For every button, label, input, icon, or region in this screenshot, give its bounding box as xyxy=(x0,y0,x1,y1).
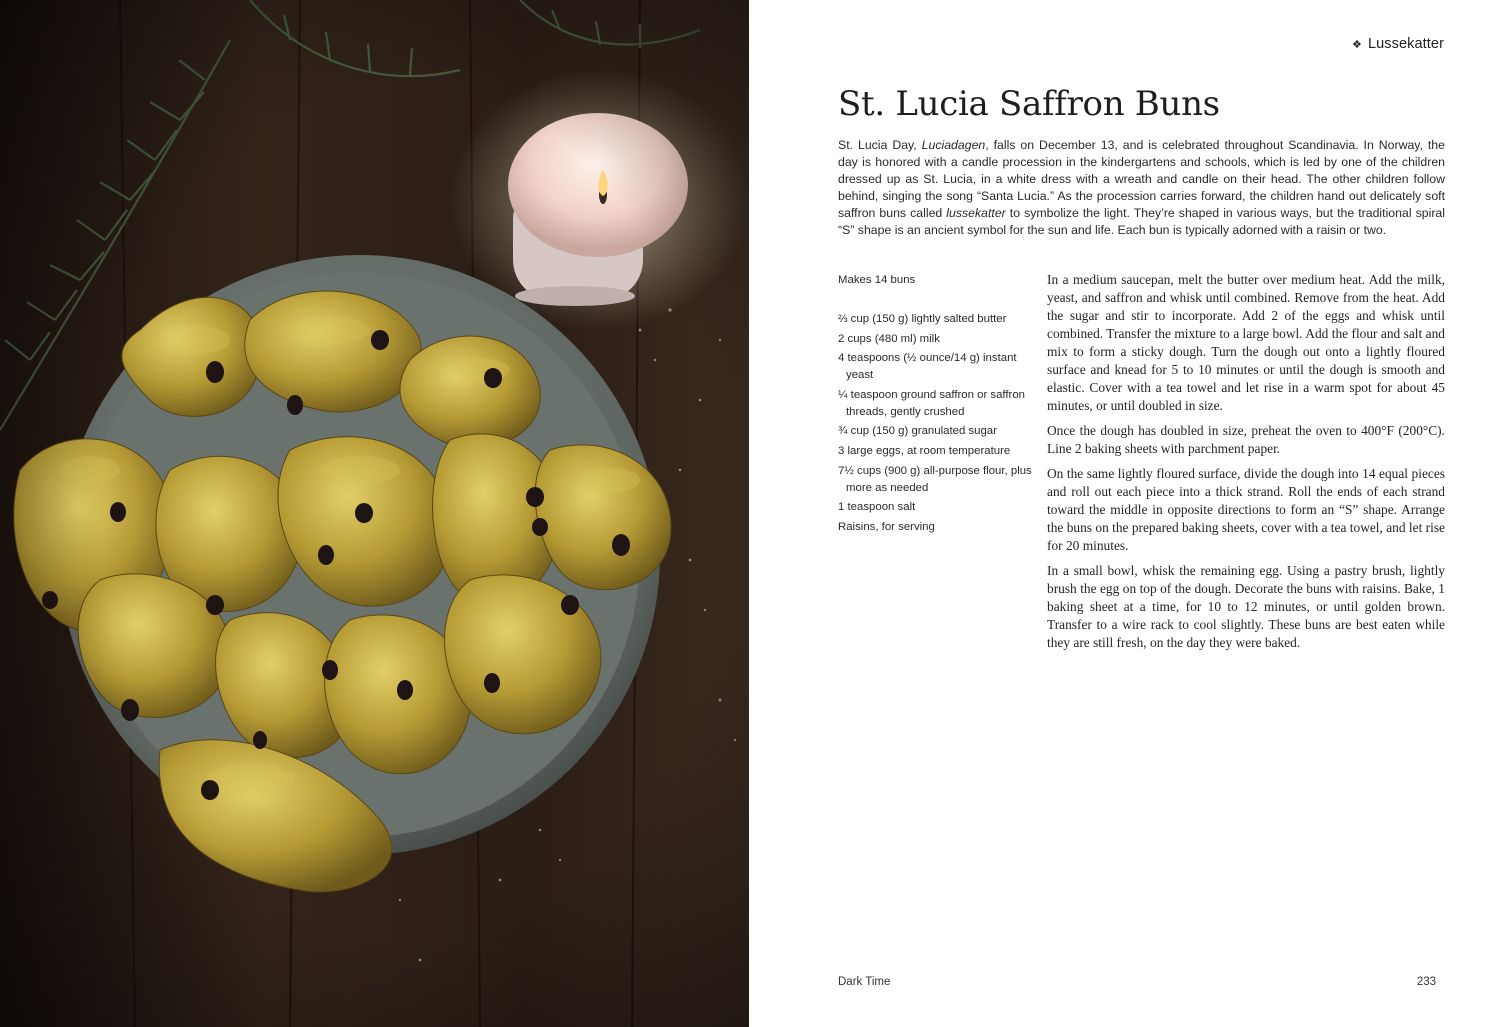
intro-italic-term: Luciadagen xyxy=(921,138,986,152)
ingredient-item: 4 teaspoons (½ ounce/14 g) instant yeast xyxy=(838,352,1017,382)
intro-italic-term: lussekatter xyxy=(946,205,1006,220)
ingredient-item: Raisins, for serving xyxy=(838,520,935,533)
ingredient-item: ⅔ cup (150 g) lightly salted butter xyxy=(838,313,1007,325)
method-step: On the same lightly floured surface, divide the dough into 14 equal pieces and roll out each piece into a thick strand. Roll the ends of each strand toward the middle in opposite directions to form an “S” shape. Arrange the buns on the prepared baking sheets, cover with a tea towel, and let rise for 20 minutes. xyxy=(1047,466,1445,553)
intro-text: to symbolize the light. They’re shaped in various ways, but the traditional spiral “S” shape is an ancient symbol for the sun and life. Each bun is typically adorned with a raisin or two. xyxy=(838,205,1445,237)
recipe-yield: Makes 14 buns xyxy=(838,274,916,286)
ingredient-list xyxy=(838,311,1033,536)
method-step: In a small bowl, whisk the remaining egg. Using a pastry brush, lightly brush the egg on top of the dough. Decorate the buns with raisins. Bake, 1 baking sheet at a time, for 10 to 12 minutes, or until golden brown. Transfer to a wire rack to cool slightly. These buns are best eaten while they are still fresh, on the day they were baked. xyxy=(1047,563,1445,650)
ingredients-column xyxy=(838,272,1033,539)
recipe-intro xyxy=(838,137,1445,238)
ingredient-item: 7½ cups (900 g) all-purpose flour, plus more as needed xyxy=(838,464,1032,494)
section-label xyxy=(1352,36,1444,52)
recipe-title: St. Lucia Saffron Buns xyxy=(838,84,1220,124)
ingredient-item: 3 large eggs, at room temperature xyxy=(838,445,1011,458)
saffron-buns-photo xyxy=(0,0,749,1027)
ingredient-item: ¾ cup (150 g) granulated sugar xyxy=(838,425,997,438)
method-step: Once the dough has doubled in size, preheat the oven to 400°F (200°C). Line 2 baking sheets with parchment paper. xyxy=(1047,423,1445,456)
intro-text: , falls on December 13, and is celebrated throughout Scandinavia. In Norway, the day is honored with a candle procession in the kindergartens and schools, which is led by one of the children dressed up as St. Lucia, in a white dress with a wreath and candle on their head. The other children follow behind, singing the song “Santa Lucia.” As the procession carries forward, the children hand out delicately soft saffron buns called xyxy=(838,138,1445,220)
recipe-page xyxy=(749,0,1500,1027)
intro-text: St. Lucia Day, xyxy=(838,138,922,152)
method-column xyxy=(1047,271,1445,659)
diamond-ornament-icon: ❖ xyxy=(1351,38,1362,51)
chapter-name: Dark Time xyxy=(838,976,891,988)
recipe-photo xyxy=(0,0,749,1027)
ingredient-item: ¼ teaspoon ground saffron or saffron threads, gently crushed xyxy=(838,388,1026,418)
section-label-text: Lussekatter xyxy=(1367,36,1444,52)
photo-vignette xyxy=(0,0,749,1027)
ingredient-item: 2 cups (480 ml) milk xyxy=(838,332,940,345)
method-step: In a medium saucepan, melt the butter over medium heat. Add the milk, yeast, and saffron and whisk until combined. Remove from the heat. Add the sugar and stir to incorporate. Add 2 of the eggs and whisk until combined. Transfer the mixture to a large bowl. Add the flour and salt and mix to form a sticky dough. Turn the dough out onto a lightly floured surface and knead for 5 to 10 minutes or until the dough is smooth and elastic. Cover with a tea towel and let rise in a warm spot for about 45 minutes, or until doubled in size. xyxy=(1047,272,1445,413)
ingredient-item: 1 teaspoon salt xyxy=(838,501,916,514)
page-number: 233 xyxy=(1416,976,1436,988)
